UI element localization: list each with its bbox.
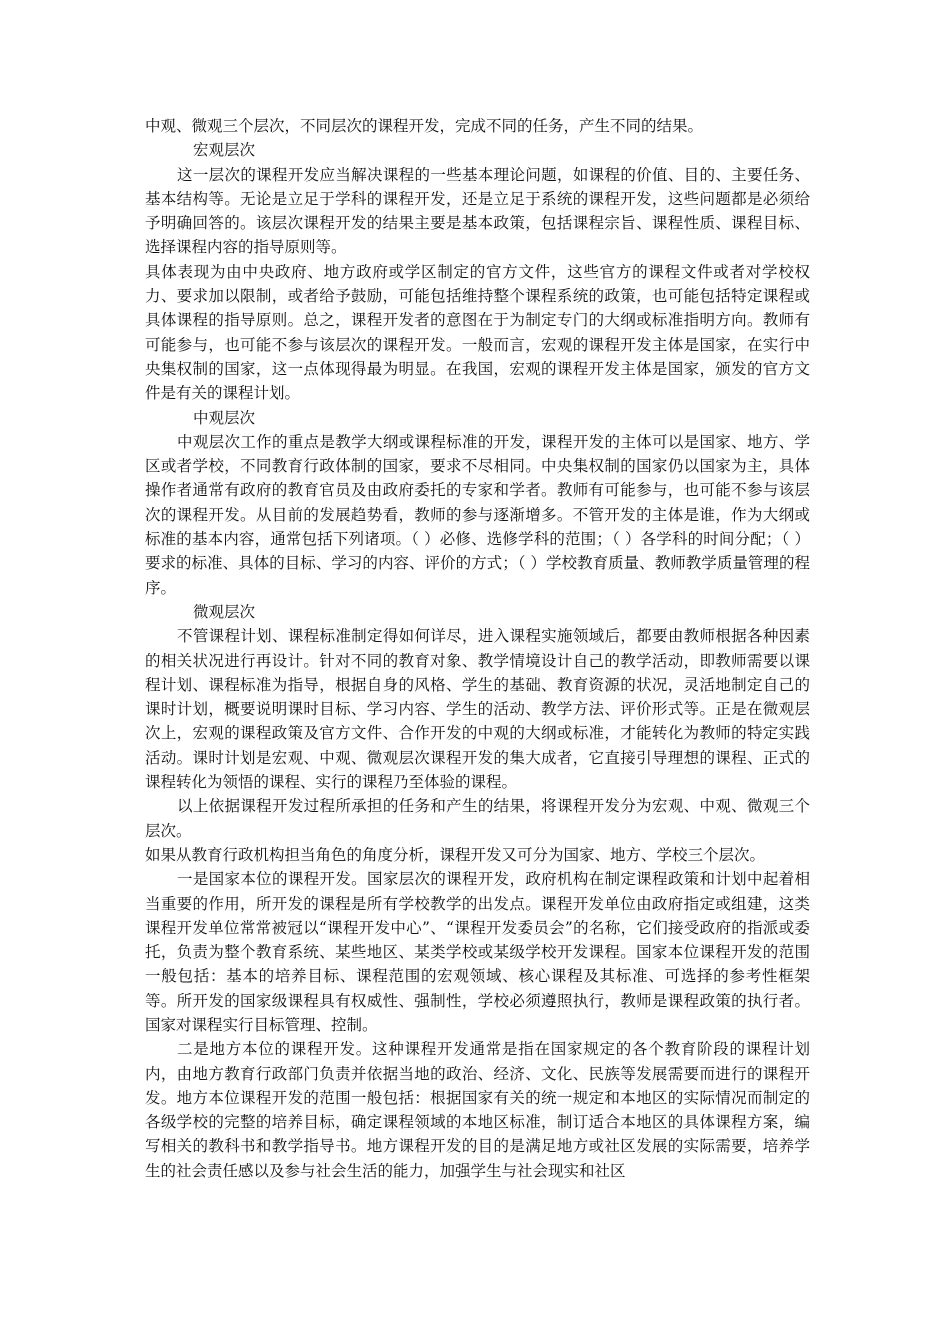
section-heading-meso: 中观层次 <box>193 408 256 427</box>
paragraph: 这一层次的课程开发应当解决课程的一些基本理论问题，如课程的价值、目的、主要任务、基本结构等。无论是立足于学科的课程开发，还是立足于系统的课程开发，这些问题都是必须给予明确回答的。该层次课程开发的结果主要是基本政策，包括课程宗旨、课程性质、课程目标、选择课程内容的指导原则等。 <box>145 165 810 257</box>
paragraph: 一是国家本位的课程开发。国家层次的课程开发，政府机构在制定课程政策和计划中起着相当重要的作用，所开发的课程是所有学校教学的出发点。课程开发单位由政府指定或组建，这类课程开发单位常常被冠以“课程开发中心”、“课程开发委员会”的名称，它们接受政府的指派或委托，负责为整个教育系统、某些地区、某类学校或某级学校开发课程。国家本位课程开发的范围一般包括：基本的培养目标、课程范围的宏观领域、核心课程及其标准、可选择的参考性框架等。所开发的国家级课程具有权威性、强制性，学校必须遵照执行，教师是课程政策的执行者。国家对课程实行目标管理、控制。 <box>145 870 810 1034</box>
paragraph: 二是地方本位的课程开发。这种课程开发通常是指在国家规定的各个教育阶段的课程计划内，由地方教育行政部门负责并依据当地的政治、经济、文化、民族等发展需要而进行的课程开发。地方本位课程开发的范围一般包括：根据国家有关的统一规定和本地区的实际情况而制定的各级学校的完整的培养目标，确定课程领域的本地区标准，制订适合本地区的具体课程方案，编写相关的教科书和教学指导书。地方课程开发的目的是满足地方或社区发展的实际需要，培养学生的社会责任感以及参与社会生活的能力，加强学生与社会现实和社区 <box>145 1040 810 1180</box>
paragraph: 具体表现为由中央政府、地方政府或学区制定的官方文件，这些官方的课程文件或者对学校权力、要求加以限制，或者给予鼓励，可能包括维持整个课程系统的政策，也可能包括特定课程或具体课程的指导原则。总之，课程开发者的意图在于为制定专门的大纲或标准指明方向。教师有可能参与，也可能不参与该层次的课程开发。一般而言，宏观的课程开发主体是国家，在实行中央集权制的国家，这一点体现得最为明显。在我国，宏观的课程开发主体是国家，颁发的官方文件是有关的课程计划。 <box>145 262 810 403</box>
paragraph: 中观层次工作的重点是教学大纲或课程标准的开发，课程开发的主体可以是国家、地方、学区或者学校，不同教育行政体制的国家，要求不尽相同。中央集权制的国家仍以国家为主，具体操作者通常有政府的教育官员及由政府委托的专家和学者。教师有可能参与，也可能不参与该层次的课程开发。从目前的发展趋势看，教师的参与逐渐增多。不管开发的主体是谁，作为大纲或标准的基本内容，通常包括下列诸项。（ ）必修、选修学科的范围；（ ）各学科的时间分配；（ ）要求的标准、具体的目标、学习的内容、评价的方式；（ ）学校教育质量、教师教学质量管理的程序。 <box>145 432 810 597</box>
document-body <box>145 114 810 1183</box>
paragraph: 以上依据课程开发过程所承担的任务和产生的结果，将课程开发分为宏观、中观、微观三个层次。 <box>145 797 810 840</box>
paragraph: 如果从教育行政机构担当角色的角度分析，课程开发又可分为国家、地方、学校三个层次。 <box>145 845 766 864</box>
paragraph: 中观、微观三个层次，不同层次的课程开发，完成不同的任务，产生不同的结果。 <box>145 117 704 135</box>
section-heading-macro: 宏观层次 <box>193 141 256 160</box>
section-heading-micro: 微观层次 <box>193 602 256 621</box>
paragraph: 不管课程计划、课程标准制定得如何详尽，进入课程实施领域后，都要由教师根据各种因素的相关状况进行再设计。针对不同的教育对象、教学情境设计自己的教学活动，即教师需要以课程计划、课程标准为指导，根据自身的风格、学生的基础、教育资源的状况，灵活地制定自己的课时计划，概要说明课时目标、学习内容、学生的活动、教学方法、评价形式等。正是在微观层次上，宏观的课程政策及官方文件、合作开发的中观的大纲或标准，才能转化为教师的特定实践活动。课时计划是宏观、中观、微观层次课程开发的集大成者，它直接引导理想的课程、正式的课程转化为领悟的课程、实行的课程乃至体验的课程。 <box>145 627 810 792</box>
